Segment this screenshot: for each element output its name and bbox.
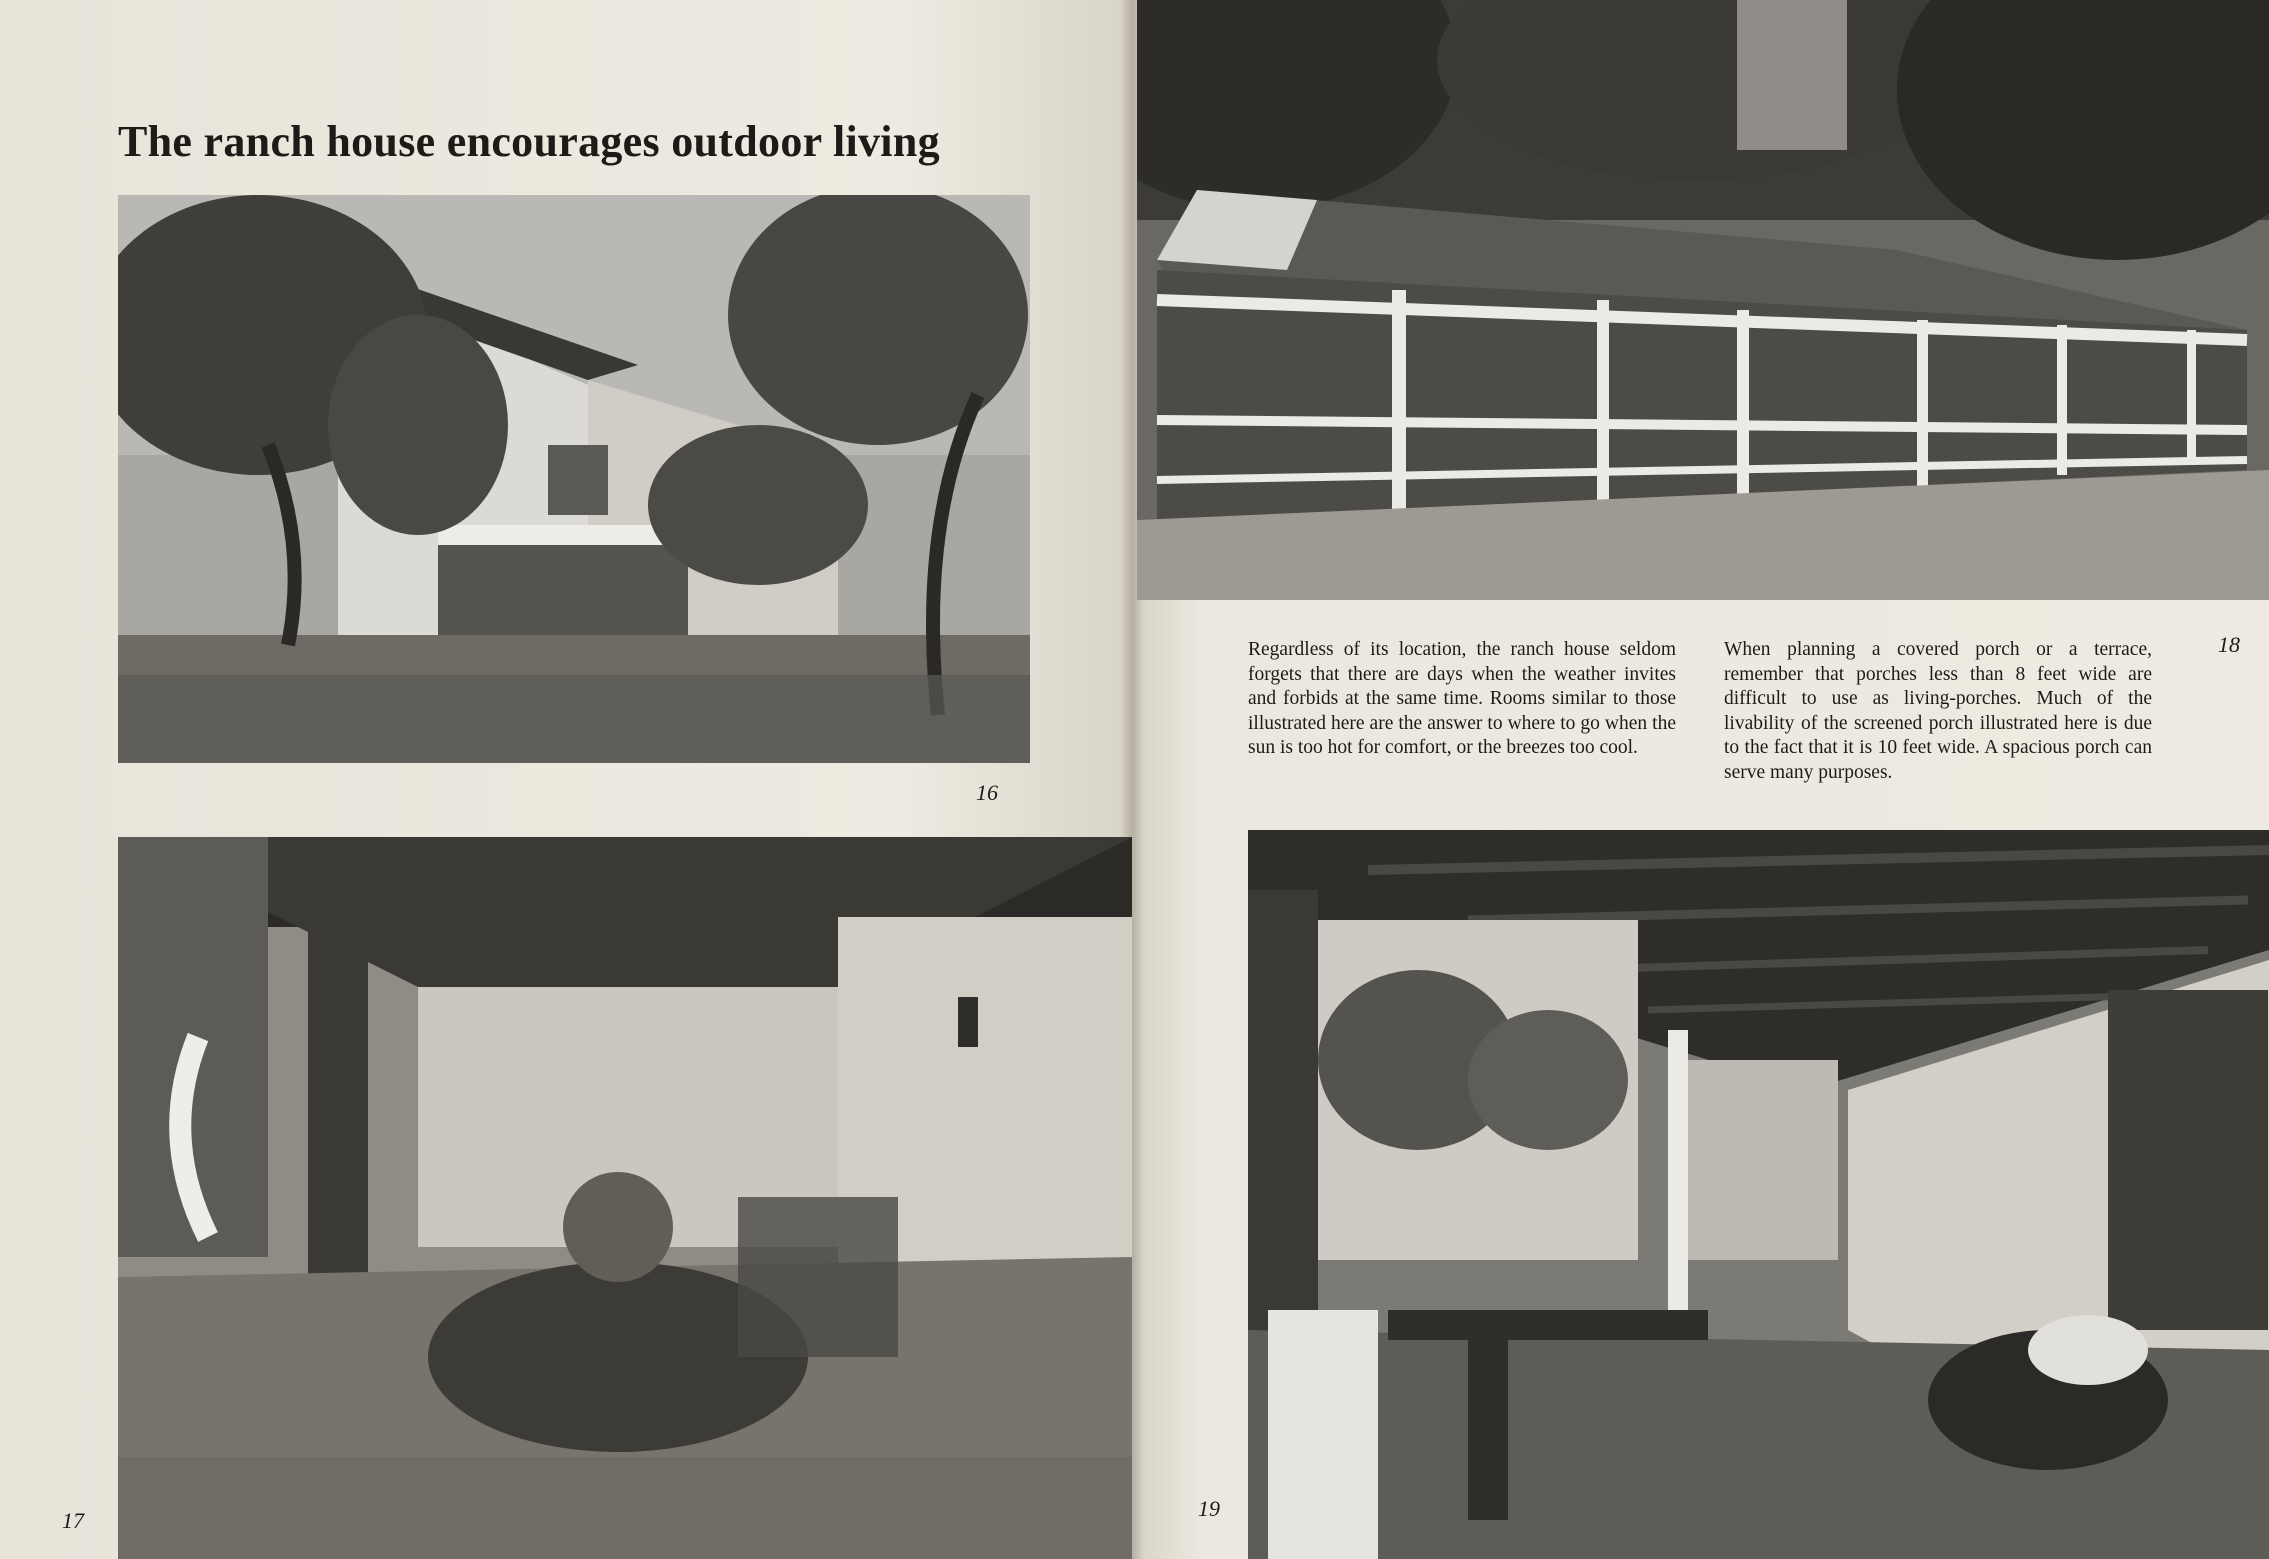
paragraph-left: Regardless of its location, the ranch house seldom forgets that there are days when the weather invites and forbids at the same time. Rooms similar to those illustrated here are the answer to where to go when the sun is too hot for comfort, or the breezes too cool. — [1248, 639, 1676, 758]
figure-number-18: 18 — [2218, 632, 2240, 657]
paragraph-right: When planning a covered porch or a terrace, remember that porches less than 8 feet wide are difficult to use as living-porches. Much of the livability of the screened porch illustrated here is due to the fact that it is 10 feet wide. A spacious porch can serve many purposes. — [1724, 639, 2152, 783]
page-title: The ranch house encourages outdoor living — [118, 117, 940, 166]
figure-number-17: 17 — [62, 1508, 84, 1533]
photo-ranch-house-exterior — [118, 195, 1030, 763]
figure-number-16: 16 — [976, 780, 998, 805]
figure-number-19: 19 — [1198, 1496, 1220, 1521]
photo-covered-patio — [118, 837, 1132, 1559]
photo-open-porch — [1248, 830, 2269, 1559]
photo-screened-porch-building — [1137, 0, 2269, 600]
